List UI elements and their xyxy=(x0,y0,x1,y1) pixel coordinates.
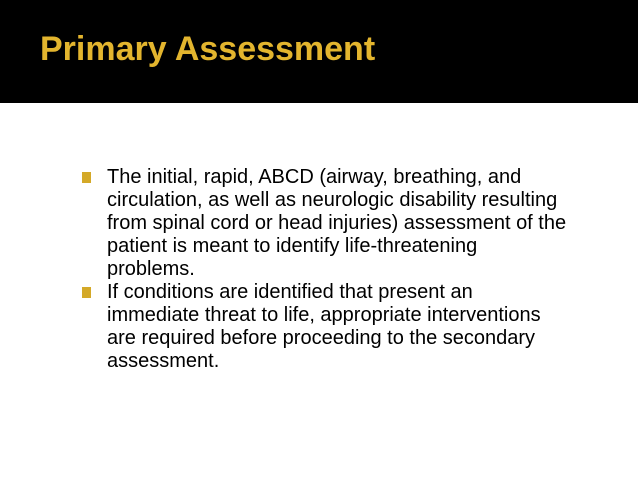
slide-title: Primary Assessment xyxy=(40,30,376,68)
bullet-item xyxy=(80,166,570,281)
bullet-item xyxy=(80,281,570,373)
bullet-text: If conditions are identified that present an immediate threat to life, appropriate interventions are required before proceeding to the secondary assessment. xyxy=(107,281,541,372)
square-bullet-icon xyxy=(82,172,91,183)
square-bullet-icon xyxy=(82,287,91,298)
bullet-text: The initial, rapid, ABCD (airway, breathing, and circulation, as well as neurologic disability resulting from spinal cord or head injuries) assessment of the patient is meant to identify life-threatening problems. xyxy=(107,166,567,280)
title-band xyxy=(0,0,638,103)
bullet-list xyxy=(80,166,570,373)
